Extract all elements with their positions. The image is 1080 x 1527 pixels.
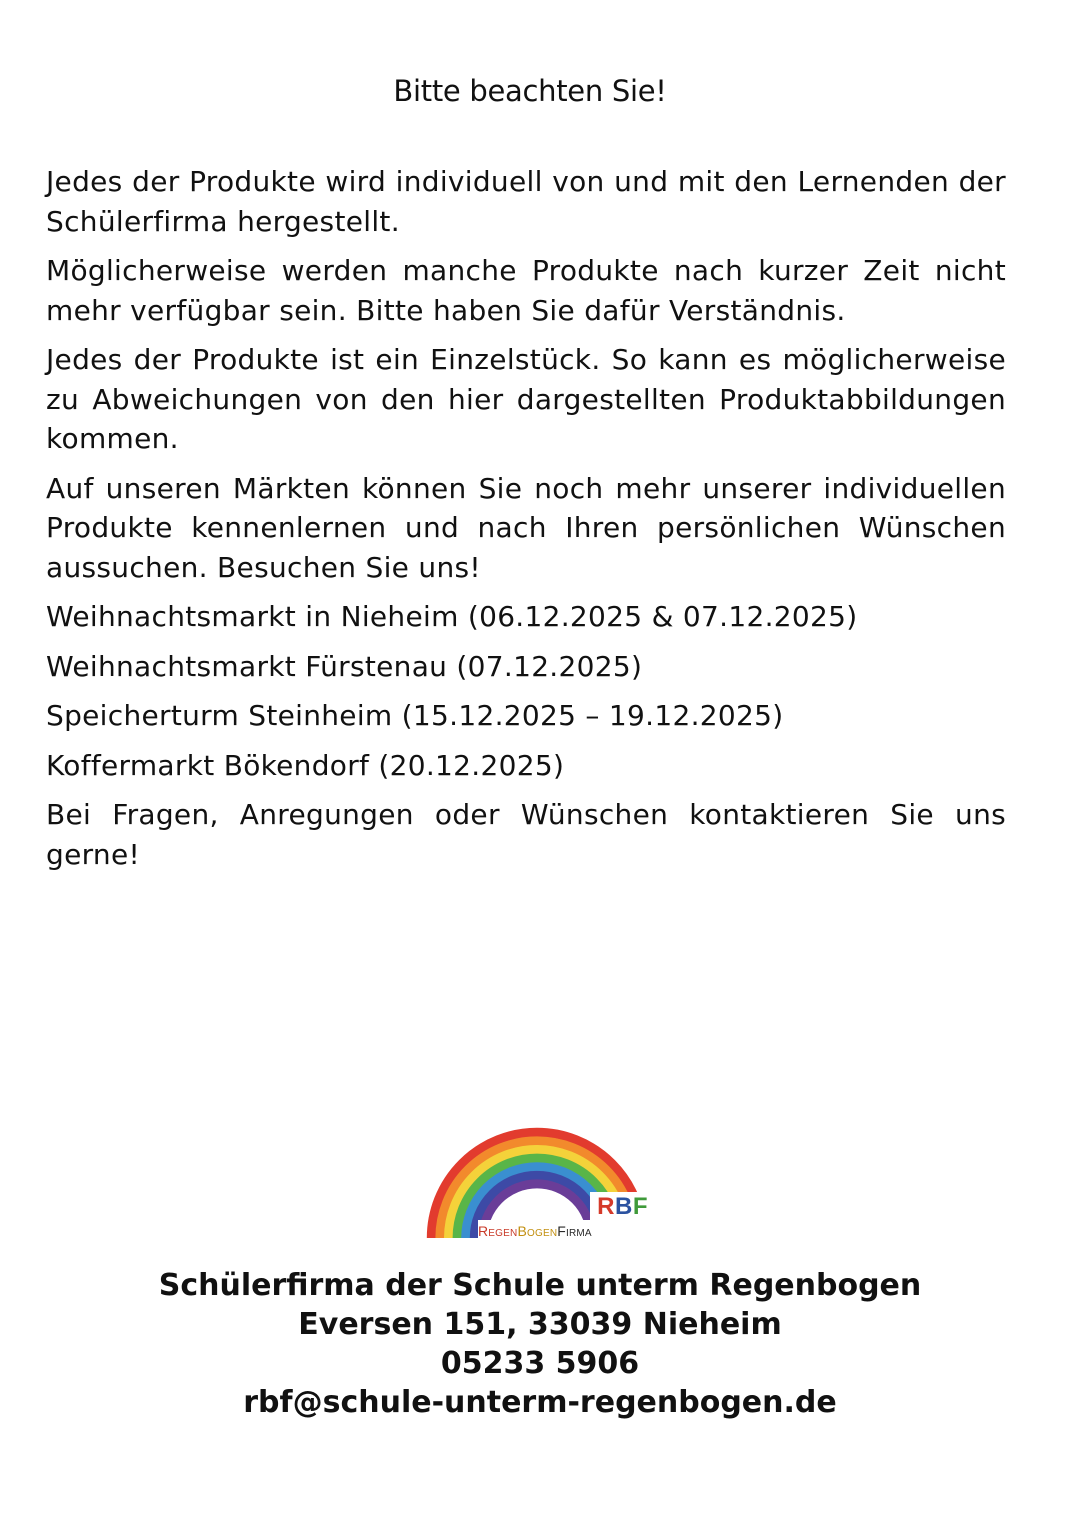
paragraph-availability: Möglicherweise werden manche Produkte nach kurzer Zeit nicht mehr verfügbar sein. Bitte haben Sie dafür Verständnis. (46, 254, 1006, 327)
market-item: Weihnachtsmarkt in Nieheim (06.12.2025 & 07.12.2025) (46, 600, 858, 633)
logo-abbreviation: RBF (597, 1193, 648, 1220)
market-item: Speicherturm Steinheim (15.12.2025 – 19.12.2025) (46, 699, 784, 732)
paragraph-markets: Auf unseren Märkten können Sie noch mehr unserer individuellen Produkte kennenlernen und nach Ihren persönlichen Wünschen aussuchen. Besuchen Sie uns! (46, 471, 1006, 584)
organization-name: Schülerfirma der Schule unterm Regenbogen (158, 1268, 922, 1303)
notice-body (46, 162, 1006, 884)
paragraph-individual: Jedes der Produkte wird individuell von und mit den Lernenden der Schülerfirma hergestellt. (46, 165, 1006, 238)
market-item: Weihnachtsmarkt Fürstenau (07.12.2025) (46, 649, 643, 683)
logo-name: RegenBogenFirma (478, 1223, 592, 1239)
paragraph-unique: Jedes der Produkte ist ein Einzelstück. So kann es möglicherweise zu Abweichungen von den hier dargestellten Produktabbildungen kommen. (46, 343, 1006, 455)
contact-block (0, 1266, 1080, 1422)
paragraph-contact-invite: Bei Fragen, Anregungen oder Wünschen kontaktieren Sie uns gerne! (46, 798, 1006, 871)
email-address: rbf@schule-unterm-regenbogen.de (243, 1385, 837, 1420)
phone-number: 05233 5906 (440, 1346, 640, 1381)
page-title: Bitte beachten Sie! (393, 74, 667, 108)
rainbow-logo (420, 1124, 654, 1242)
address: Eversen 151, 33039 Nieheim (298, 1307, 782, 1342)
market-item: Koffermarkt Bökendorf (20.12.2025) (46, 748, 565, 782)
